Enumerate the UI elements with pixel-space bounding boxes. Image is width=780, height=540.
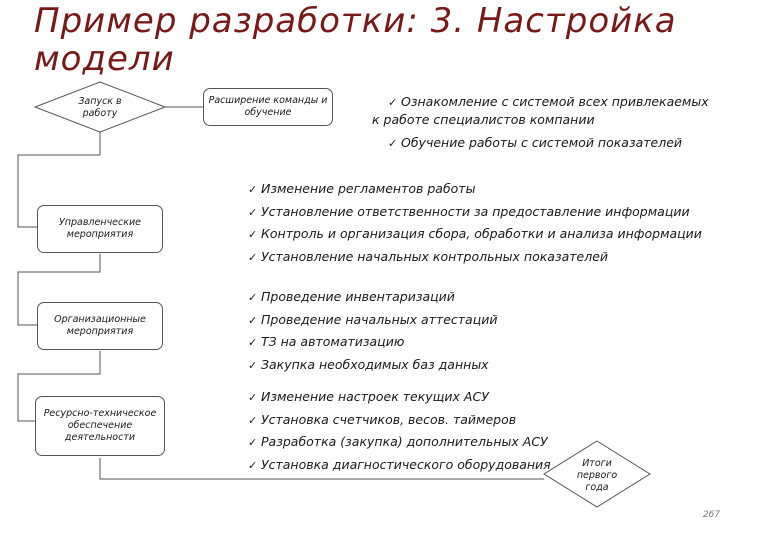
- node-management: Управленческие мероприятия: [37, 205, 163, 253]
- list-item: ✓ ТЗ на автоматизацию: [248, 331, 497, 354]
- node-expand: Расширение команды и обучение: [203, 88, 333, 126]
- node-organization: Организационные мероприятия: [37, 302, 163, 350]
- check-icon: ✓: [248, 291, 258, 304]
- list-item: ✓ Проведение начальных аттестаций: [248, 309, 497, 332]
- list-item: ✓ Ознакомление с системой всех привлекаемых: [372, 92, 709, 112]
- list-item: ✓ Контроль и организация сбора, обработки и анализа информации: [248, 223, 702, 246]
- list-item: ✓ Обучение работы с системой показателей: [372, 133, 709, 153]
- check-icon: ✓: [248, 250, 258, 264]
- check-icon: ✓: [388, 137, 398, 150]
- list-item: ✓ Изменение настроек текущих АСУ: [248, 386, 551, 409]
- check-icon: ✓: [248, 458, 258, 472]
- list-item: ✓ Проведение инвентаризаций: [248, 286, 497, 309]
- check-icon: ✓: [248, 413, 258, 427]
- page-number: 267: [702, 510, 720, 520]
- list-item: ✓ Закупка необходимых баз данных: [248, 354, 497, 377]
- list-item: ✓ Разработка (закупка) дополнительных АСУ: [248, 431, 551, 454]
- check-icon: ✓: [248, 391, 258, 404]
- node-results-label: Итоги первого года: [576, 458, 618, 493]
- list-item: ✓ Установка диагностического оборудования: [248, 454, 551, 477]
- list-item: ✓ Изменение регламентов работы: [248, 178, 702, 201]
- resource-list: [248, 386, 551, 476]
- list-item: ✓ Установление начальных контрольных показателей: [248, 246, 702, 269]
- management-list: [248, 178, 702, 268]
- slide-title: Пример разработки: 3. Настройка модели: [34, 1, 677, 79]
- list-item-continuation: к работе специалистов компании: [372, 112, 595, 127]
- node-resource: Ресурсно-техническое обеспечение деятельности: [35, 396, 165, 456]
- check-icon: ✓: [248, 313, 258, 327]
- expand-list: [372, 92, 709, 153]
- node-start-label: Запуск в работу: [78, 96, 122, 119]
- organization-list: [248, 286, 497, 376]
- check-icon: ✓: [248, 228, 258, 241]
- check-icon: ✓: [248, 436, 258, 449]
- list-item: ✓ Установление ответственности за предоставление информации: [248, 201, 702, 224]
- list-item: ✓ Установка счетчиков, весов. таймеров: [248, 409, 551, 432]
- check-icon: ✓: [248, 183, 258, 196]
- check-icon: ✓: [248, 358, 258, 372]
- check-icon: ✓: [248, 205, 258, 219]
- check-icon: ✓: [248, 336, 258, 349]
- check-icon: ✓: [388, 96, 398, 109]
